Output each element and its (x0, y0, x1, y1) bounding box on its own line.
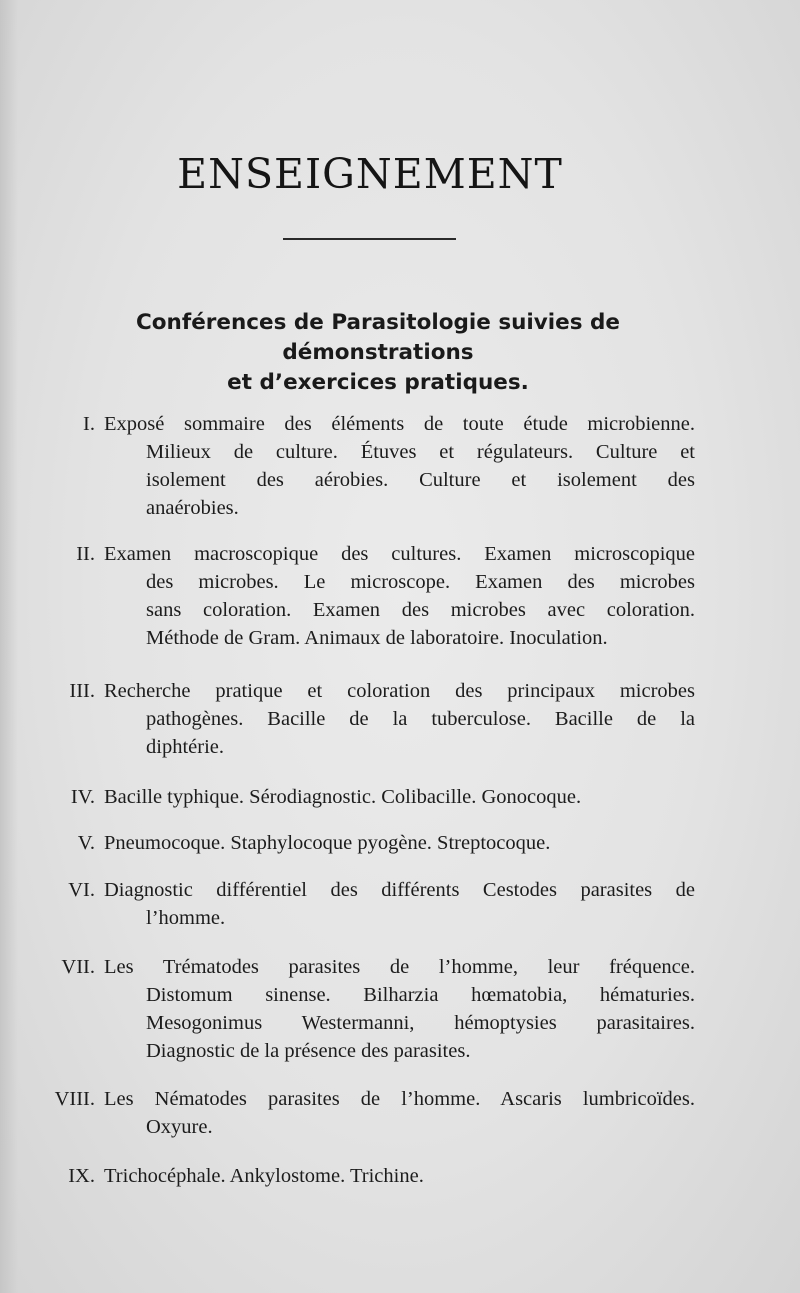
lecture-line: Recherche pratique et coloration des principaux microbes (104, 680, 695, 702)
lecture-line: Pneumocoque. Staphylocoque pyogène. Streptocoque. (104, 832, 551, 854)
lecture-text (104, 410, 695, 522)
lecture-line: isolement des aérobies. Culture et isolement des (146, 469, 695, 491)
lecture-text (104, 677, 695, 761)
lecture-number: V. (77, 832, 95, 854)
lecture-number: IV. (70, 786, 95, 808)
lecture-line: Bacille typhique. Sérodiagnostic. Colibacille. Gonocoque. (104, 786, 582, 808)
lecture-line: Milieux de culture. Étuves et régulateurs. Culture et (146, 441, 695, 463)
lecture-number: III. (69, 680, 95, 702)
lecture-line: Les Trématodes parasites de l’homme, leur fréquence. (104, 956, 695, 978)
lecture-line: Les Nématodes parasites de l’homme. Ascaris lumbricoïdes. (104, 1088, 695, 1110)
lecture-text (104, 540, 695, 652)
lecture-line: l’homme. (146, 907, 226, 929)
lecture-number: I. (83, 413, 95, 435)
lecture-line: Mesogonimus Westermanni, hémoptysies parasitaires. (146, 1012, 695, 1034)
lecture-line: Exposé sommaire des éléments de toute étude microbienne. (104, 413, 695, 435)
lecture-text (104, 783, 695, 811)
lecture-text (104, 1085, 695, 1141)
lecture-line: Méthode de Gram. Animaux de laboratoire. Inoculation. (146, 627, 608, 649)
section-subtitle (40, 308, 716, 398)
lecture-line: anaérobies. (146, 497, 239, 519)
subtitle-line-1: Conférences de Parasitologie suivies de démonstrations (135, 310, 621, 365)
lecture-number: VI. (68, 879, 95, 901)
title-divider (283, 238, 456, 240)
lecture-number: VIII. (54, 1088, 95, 1110)
lecture-number: II. (76, 543, 95, 565)
lecture-text (104, 829, 695, 857)
lecture-number: IX. (68, 1165, 95, 1187)
lecture-line: Examen macroscopique des cultures. Examen microscopique (104, 543, 695, 565)
subtitle-line-2: et d’exercices pratiques. (227, 370, 529, 395)
lecture-line: Diagnostic différentiel des différents Cestodes parasites de (104, 879, 695, 901)
lecture-line: Distomum sinense. Bilharzia hœmatobia, hématuries. (146, 984, 695, 1006)
lecture-line: diphtérie. (146, 736, 224, 758)
lecture-text (104, 953, 695, 1065)
lecture-text (104, 1162, 695, 1190)
lecture-line: pathogènes. Bacille de la tuberculose. Bacille de la (146, 708, 695, 730)
page-title: ENSEIGNEMENT (177, 150, 563, 198)
lecture-text (104, 876, 695, 932)
lecture-line: sans coloration. Examen des microbes avec coloration. (146, 599, 695, 621)
lecture-line: Trichocéphale. Ankylostome. Trichine. (104, 1165, 424, 1187)
lecture-number: VII. (61, 956, 95, 978)
lecture-line: des microbes. Le microscope. Examen des microbes (146, 571, 695, 593)
lecture-line: Diagnostic de la présence des parasites. (146, 1040, 471, 1062)
lecture-line: Oxyure. (146, 1116, 213, 1138)
